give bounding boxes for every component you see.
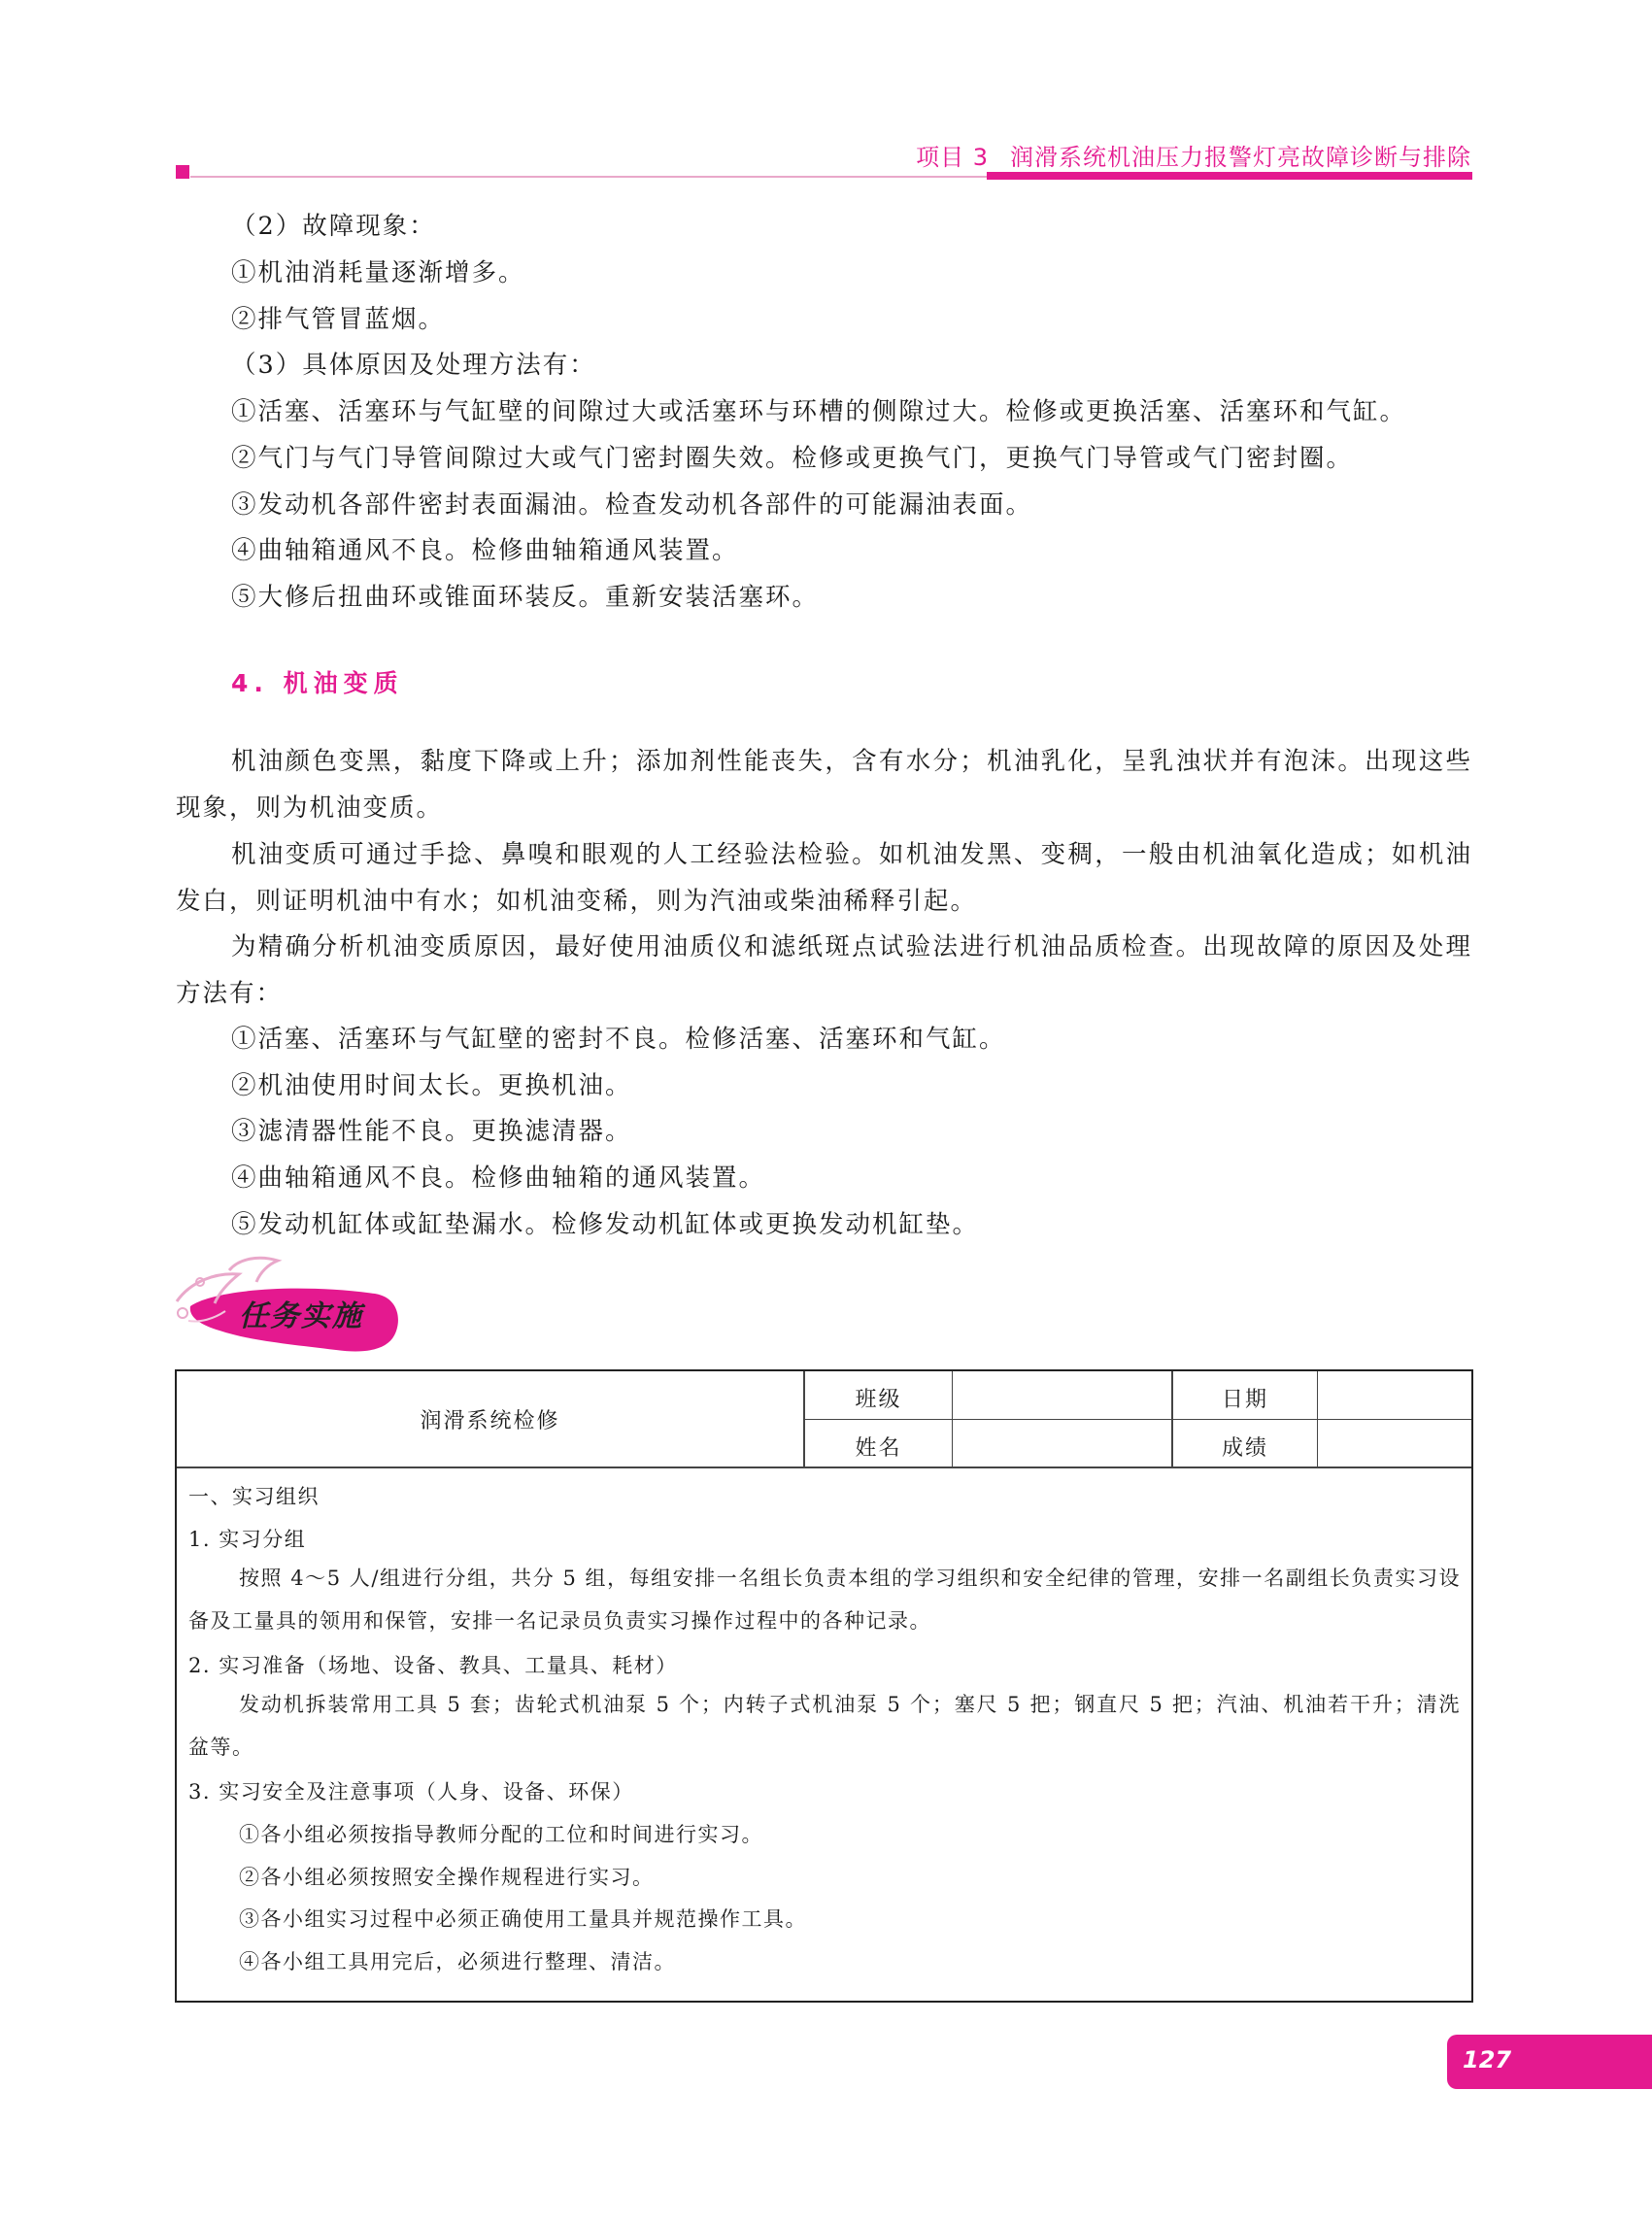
table-paragraph: 发动机拆装常用工具 5 套；齿轮式机油泵 5 个；内转子式机油泵 5 个；塞尺 5 把；钢直尺 5 把；汽油、机油若干升；清洗盆等。 [188,1693,1461,1759]
score-label: 成绩 [1221,1436,1268,1461]
class-label: 班级 [855,1388,902,1412]
header-rule-thin [190,176,987,178]
running-header [916,138,1471,172]
date-label: 日期 [1221,1388,1268,1412]
text-line: ①活塞、活塞环与气缸壁的密封不良。检修活塞、活塞环和气缸。 [231,1025,1006,1054]
paragraph: 机油变质可通过手捻、鼻嗅和眼观的人工经验法检验。如机油发黑、变稠，一般由机油氧化造成；如机油发白，则证明机油中有水；如机油变稀，则为汽油或柴油稀释引起。 [176,840,1472,916]
text-line: ②机油使用时间太长。更换机油。 [231,1071,632,1100]
task-banner-label: 任务实施 [239,1299,363,1333]
page-number: 127 [1463,2046,1512,2073]
text-line: ②排气管冒蓝烟。 [231,305,446,334]
text-line: ③发动机各部件密封表面漏油。检查发动机各部件的可能漏油表面。 [231,490,1033,520]
table-subheading: 2. 实习准备（场地、设备、教具、工量具、耗材） [188,1654,678,1677]
header-project: 项目 3 [916,144,989,171]
table-title: 润滑系统检修 [420,1409,560,1433]
text-line: ④曲轴箱通风不良。检修曲轴箱通风装置。 [231,536,739,565]
task-table [175,1369,1473,2003]
fault-symptom-heading: （2）故障现象： [231,212,436,241]
header-rule-thick [987,172,1472,180]
paragraph: 机油颜色变黑，黏度下降或上升；添加剂性能丧失，含有水分；机油乳化，呈乳浊状并有泡沫。出现这些现象，则为机油变质。 [176,747,1472,823]
name-label: 姓名 [855,1436,902,1461]
table-divider [1317,1371,1318,1466]
table-divider [177,1466,1471,1468]
table-list-item: ④各小组工具用完后，必须进行整理、清洁。 [239,1950,676,1973]
paragraph: 为精确分析机油变质原因，最好使用油质仪和滤纸斑点试验法进行机油品质检查。出现故障的原因及处理方法有： [176,932,1472,1008]
text-line: ①活塞、活塞环与气缸壁的间隙过大或活塞环与环槽的侧隙过大。检修或更换活塞、活塞环和气缸。 [231,397,1407,426]
text-line: ④曲轴箱通风不良。检修曲轴箱的通风装置。 [231,1163,766,1193]
table-heading: 一、实习组织 [188,1485,320,1508]
table-list-item: ②各小组必须按照安全操作规程进行实习。 [239,1866,655,1889]
table-subheading: 1. 实习分组 [188,1528,307,1551]
table-list-item: ①各小组必须按指导教师分配的工位和时间进行实习。 [239,1823,763,1846]
table-subheading: 3. 实习安全及注意事项（人身、设备、环保） [188,1780,634,1804]
table-divider [803,1419,1471,1420]
header-marker [176,165,189,179]
section-heading: 4. 机油变质 [231,669,404,697]
cause-heading: （3）具体原因及处理方法有： [231,351,596,380]
table-divider [952,1371,953,1466]
header-title: 润滑系统机油压力报警灯亮故障诊断与排除 [1010,144,1471,171]
table-list-item: ③各小组实习过程中必须正确使用工量具并规范操作工具。 [239,1907,807,1931]
text-line: ②气门与气门导管间隙过大或气门密封圈失效。检修或更换气门，更换气门导管或气门密封圈。 [231,444,1354,473]
text-line: ③滤清器性能不良。更换滤清器。 [231,1117,632,1146]
text-line: ①机油消耗量逐渐增多。 [231,258,525,287]
text-line: ⑤大修后扭曲环或锥面环装反。重新安装活塞环。 [231,583,820,612]
table-paragraph: 按照 4～5 人/组进行分组，共分 5 组，每组安排一名组长负责本组的学习组织和安全纪律的管理，安排一名副组长负责实习设备及工量具的领用和保管，安排一名记录员负责实习操作过程中的各种记录。 [188,1567,1461,1633]
text-line: ⑤发动机缸体或缸垫漏水。检修发动机缸体或更换发动机缸垫。 [231,1210,980,1239]
page-number-tab [1447,2035,1652,2089]
